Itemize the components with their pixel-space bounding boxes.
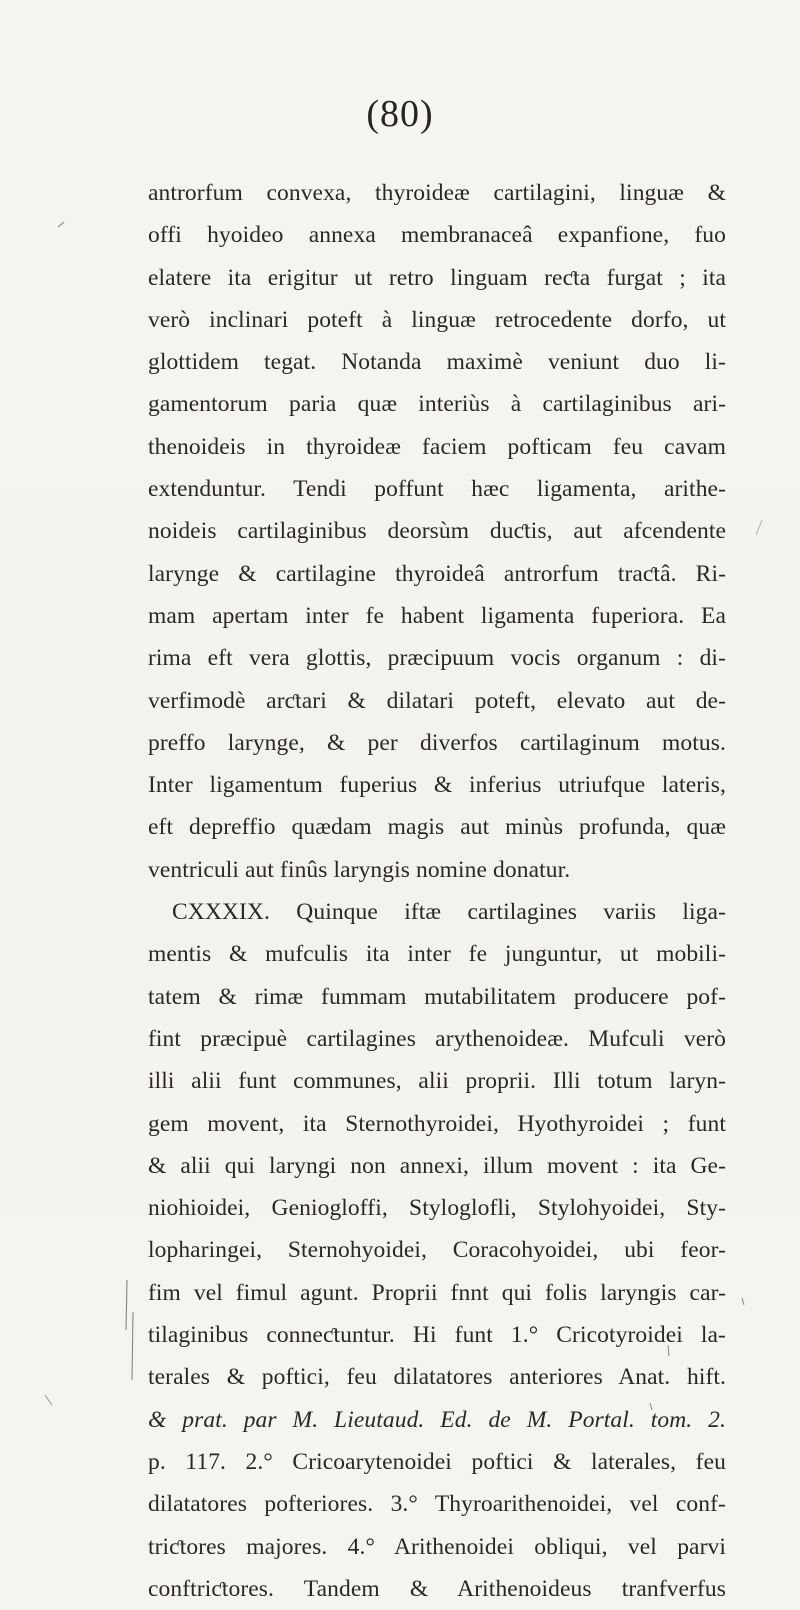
text-line: gem movent, ita Sternothyroidei, Hyothyroidei ; funt: [148, 1110, 726, 1137]
page-number: (80): [366, 93, 434, 135]
stray-mark: [58, 222, 64, 227]
text-line: ventriculi aut finûs laryngis nomine donatur.: [148, 856, 571, 883]
text-line: dilatatores pofteriores. 3.° Thyroarithenoidei, vel conf-: [148, 1491, 726, 1518]
text-line: eft depreffio quædam magis aut minùs profunda, quæ: [148, 814, 726, 841]
text-line: fint præcipuè cartilagines arythenoideæ. Mufculi verò: [148, 1025, 726, 1052]
text-line: offi hyoideo annexa membranaceâ expanfione, fuo: [148, 222, 726, 249]
text-line: & alii qui laryngi non annexi, illum movent : ita Ge-: [148, 1152, 726, 1179]
text-line: lopharingei, Sternohyoidei, Coracohyoidei, ubi feor-: [148, 1237, 726, 1264]
text-line: thenoideis in thyroideæ faciem pofticam feu cavam: [148, 433, 726, 460]
text-line: mam apertam inter fe habent ligamenta fuperiora. Ea: [148, 602, 726, 629]
text-line: terales & poftici, feu dilatatores anteriores Anat. hift.: [148, 1364, 726, 1391]
text-line: & prat. par M. Lieutaud. Ed. de M. Portal. tom. 2.: [148, 1406, 726, 1433]
text-line: mentis & mufculis ita inter fe junguntur, ut mobili-: [148, 941, 726, 968]
text-line: tilaginibus conneƈtuntur. Hi funt 1.° Cricotyroidei la-: [148, 1322, 726, 1349]
section-start-line: CXXXIX. Quinque iftæ cartilagines variis liga-: [172, 899, 726, 926]
text-line: verò inclinari poteft à linguæ retrocedente dorfo, ut: [148, 306, 726, 333]
text-line: extenduntur. Tendi poffunt hæc ligamenta, arithe-: [148, 476, 726, 503]
text-line: antrorfum convexa, thyroideæ cartilagini, linguæ &: [148, 180, 726, 206]
text-line: preffo larynge, & per diverfos cartilaginum motus.: [148, 729, 726, 756]
text-line: glottidem tegat. Notanda maximè veniunt duo li-: [148, 349, 726, 376]
text-line: verfimodè arƈtari & dilatari poteft, elevato aut de-: [148, 687, 726, 714]
text-line: conftriƈtores. Tandem & Arithenoideus tranfverfus: [148, 1575, 726, 1602]
stray-mark: [742, 1298, 744, 1305]
text-line: elatere ita erigitur ut retro linguam reƈta furgat ; ita: [148, 264, 726, 291]
stray-mark: [45, 1395, 52, 1405]
text-line: fim vel fimul agunt. Proprii fnnt qui folis laryngis car-: [148, 1279, 726, 1306]
text-line: tatem & rimæ fummam mutabilitatem producere pof-: [148, 983, 726, 1010]
text-line: gamentorum paria quæ interiùs à cartilaginibus ari-: [148, 391, 726, 418]
text-line: p. 117. 2.° Cricoarytenoidei poftici & laterales, feu: [148, 1448, 726, 1475]
text-line: Inter ligamentum fuperius & inferius utriufque lateris,: [148, 772, 726, 799]
stray-mark: [126, 1280, 133, 1380]
text-line: niohioidei, Geniogloffi, Styloglofli, Stylohyoidei, Sty-: [148, 1195, 726, 1222]
text-line: noideis cartilaginibus deorsùm duƈtis, aut afcendente: [148, 518, 726, 545]
body-text: [148, 172, 726, 1610]
text-line: illi alii funt communes, alii proprii. Illi totum laryn-: [148, 1068, 726, 1095]
text-line: larynge & cartilagine thyroideâ antrorfum traƈtâ. Ri-: [148, 560, 726, 587]
text-line: triƈtores majores. 4.° Arithenoidei obliqui, vel parvi: [148, 1533, 726, 1560]
stray-mark: [756, 520, 762, 535]
text-line: rima eft vera glottis, præcipuum vocis organum : di-: [148, 645, 726, 672]
